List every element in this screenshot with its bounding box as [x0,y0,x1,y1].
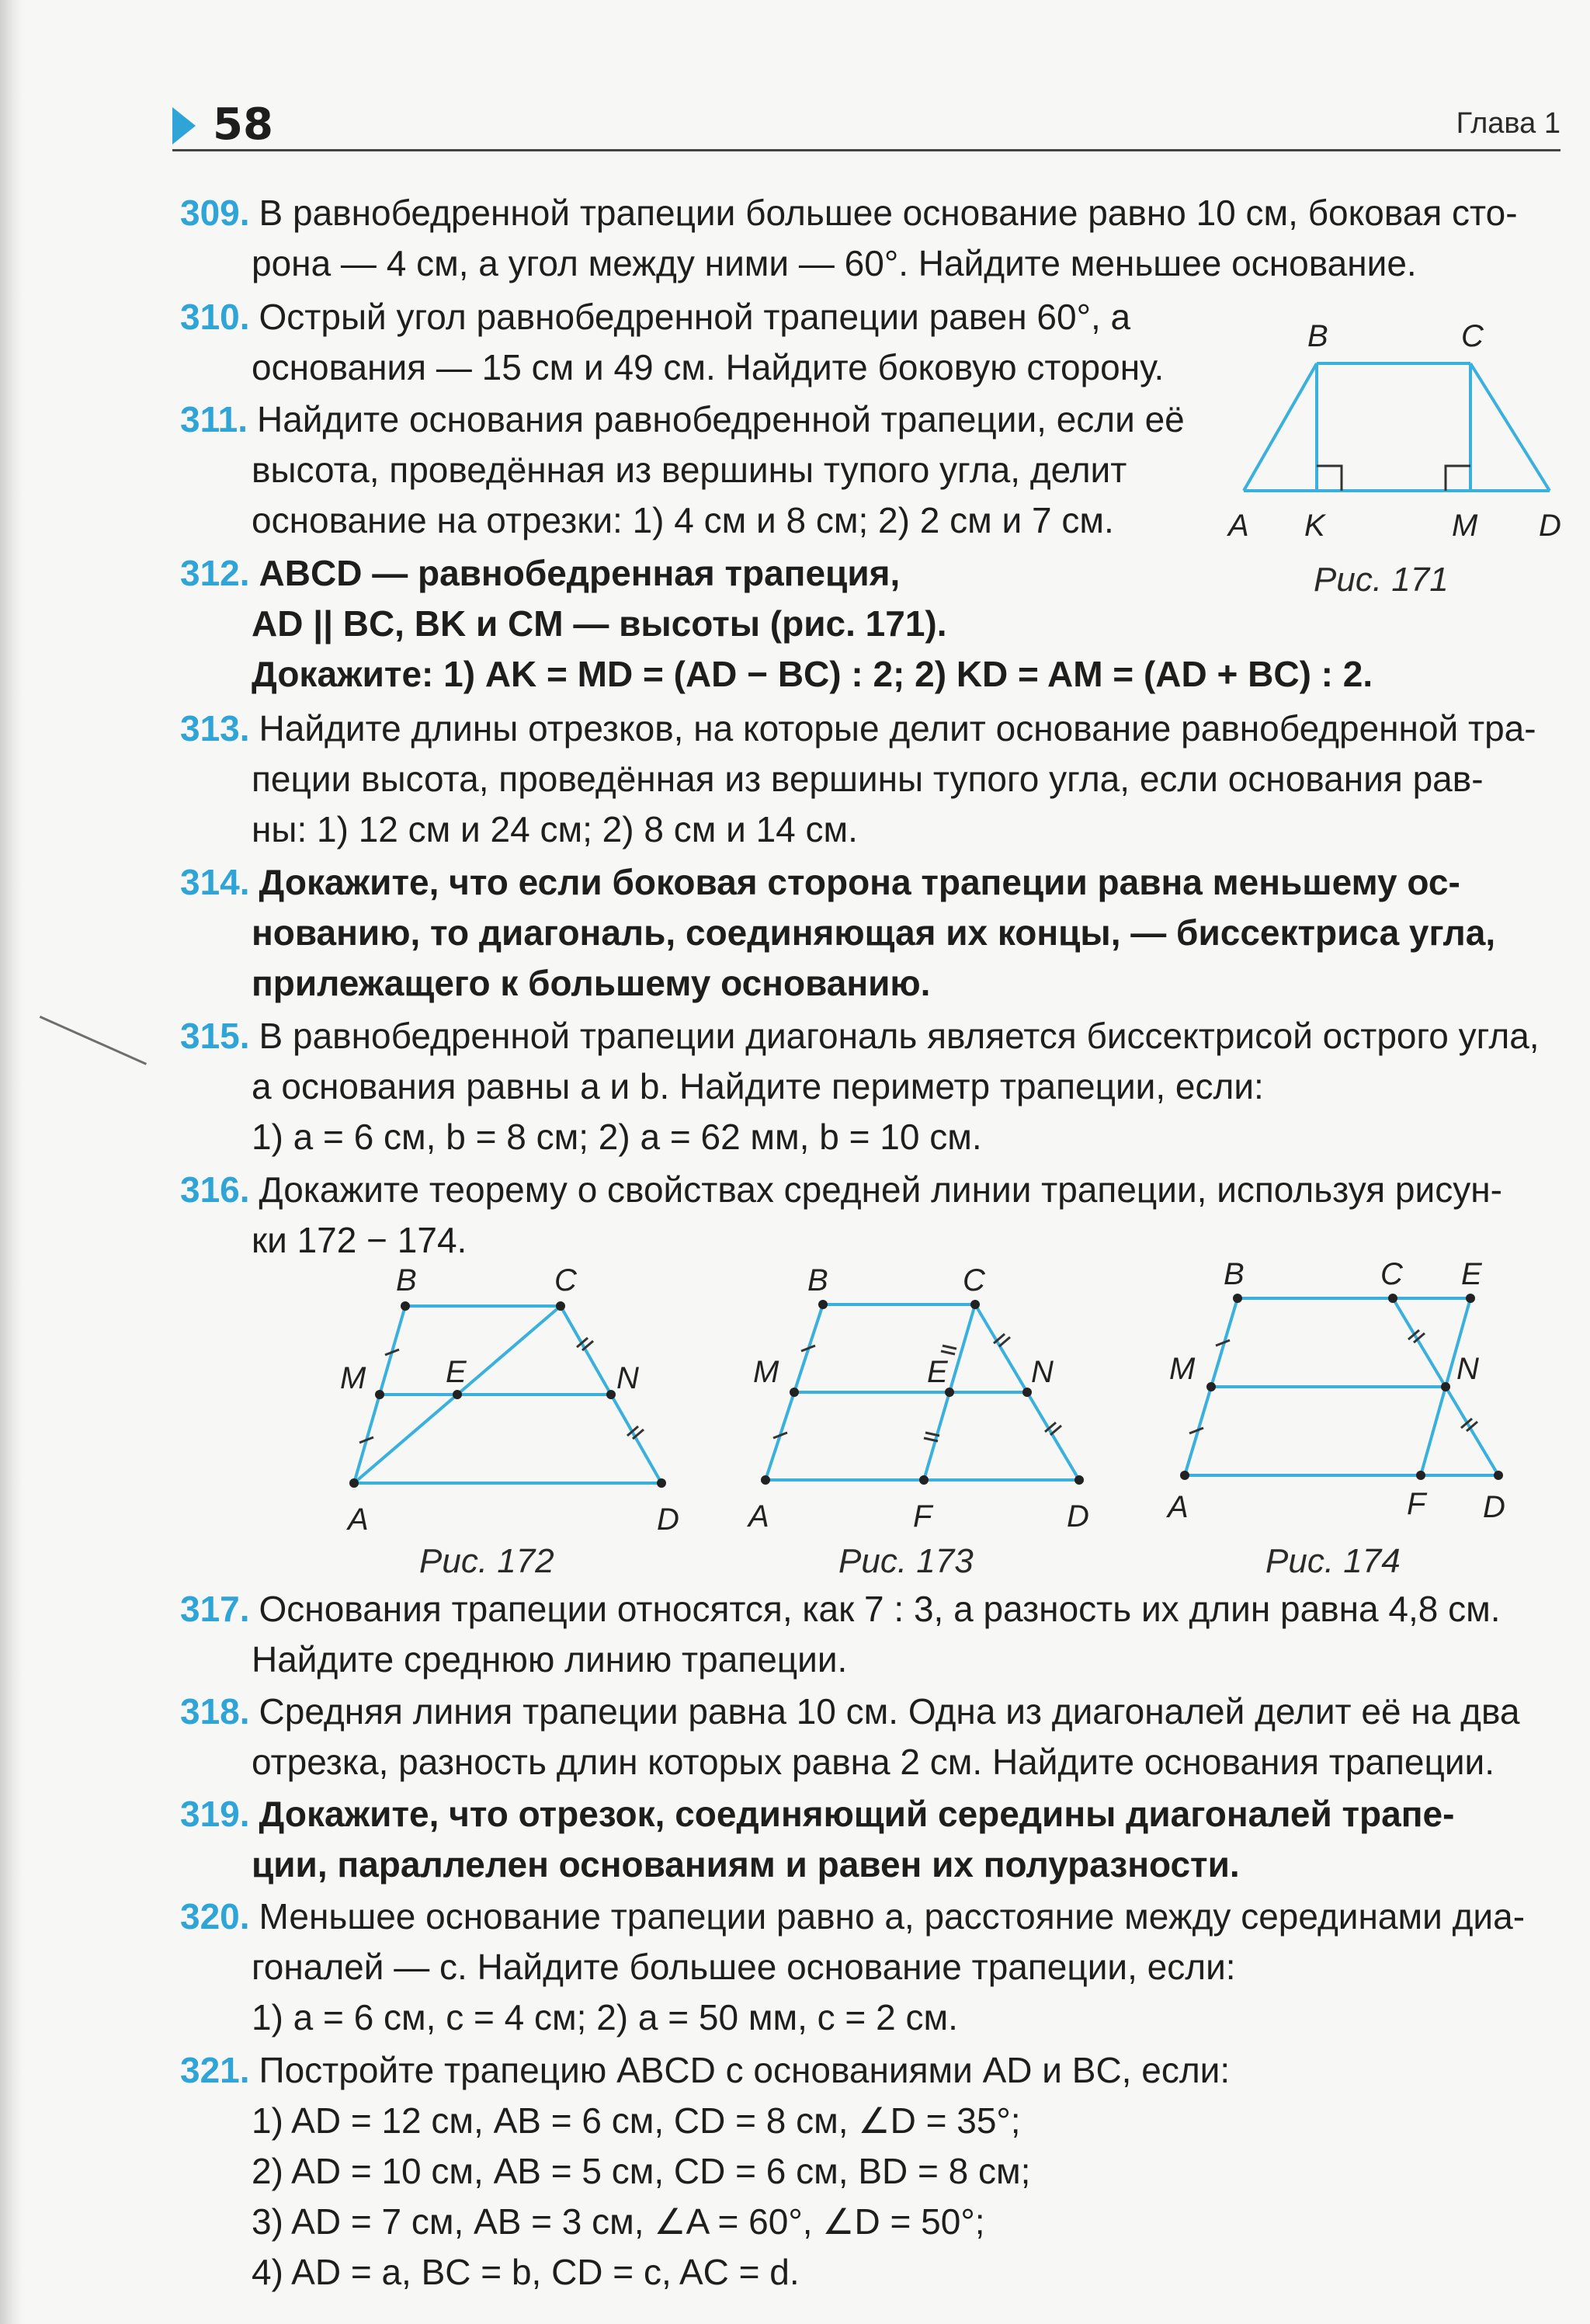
label-c: C [554,1263,577,1297]
problem-313 [180,703,1562,855]
label-f: F [913,1499,932,1534]
point-a [349,1478,359,1488]
tick-mark [941,1351,955,1354]
problem-text-line: рона — 4 см, а угол между ними — 60°. Найдите меньшее основание. [252,243,1417,283]
label-d: D [657,1502,679,1537]
problem-text-line: ции, параллелен основаниям и равен их полуразности. [252,1844,1240,1885]
chapter-title: Глава 1 [1456,107,1560,140]
point-n [606,1390,616,1399]
point-a [761,1475,770,1485]
problem-text-line: Докажите, что если боковая сторона трапеции равна меньшему ос- [259,862,1460,902]
figure-174 [1161,1250,1534,1537]
problem-number: 311. [180,399,248,439]
figure-172-caption: Рис. 172 [419,1542,554,1580]
problem-text-line: Основания трапеции относятся, как 7 : 3, а разность их длин равна 4,8 см. [259,1589,1501,1629]
label-a: A [1168,1490,1189,1524]
label-d: D [1539,509,1561,543]
side-ab [1244,363,1317,491]
right-angle-m [1446,466,1470,491]
problem-number: 315. [180,1016,250,1056]
label-n: N [1031,1355,1054,1389]
point-m [1206,1382,1216,1391]
problem-text-line: 1) AD = 12 см, AB = 6 см, CD = 8 см, ∠D = 35°; [252,2100,1021,2141]
point-d [1074,1475,1084,1485]
problem-text-line: 1) a = 6 см, b = 8 см; 2) a = 62 мм, b = 10 см. [252,1117,982,1157]
problem-text-line: нованию, то диагональ, соединяющая их концы, — биссектриса угла, [252,912,1496,953]
problem-text-line: ны: 1) 12 см и 24 см; 2) 8 см и 14 см. [252,809,858,849]
point-n [1441,1382,1450,1391]
problem-text-line: Найдите среднюю линию трапеции. [252,1639,848,1680]
problem-text-line: 4) AD = a, BC = b, CD = c, AC = d. [252,2252,800,2292]
label-m: M [340,1361,366,1395]
point-a [1180,1471,1189,1480]
problem-number: 318. [180,1691,250,1732]
problem-text-line: 2) AD = 10 см, AB = 5 см, CD = 6 см, BD = 8 см; [252,2151,1031,2191]
figure-174-caption: Рис. 174 [1265,1542,1401,1580]
label-a: A [748,1499,769,1534]
label-e: E [1461,1257,1482,1291]
problem-318 [180,1687,1562,1787]
problem-text-line: прилежащего к большему основанию. [252,963,931,1003]
problem-text-line: гоналей — c. Найдите большее основание трапеции, если: [252,1947,1236,1987]
point-m [375,1390,384,1399]
problem-number: 317. [180,1589,250,1629]
problem-321 [180,2045,1562,2298]
problem-text-line: Найдите основания равнобедренной трапеции, если её [257,399,1185,439]
problem-320 [180,1892,1562,2043]
problem-text-line: Докажите теорему о свойствах средней линии трапеции, используя рисун- [259,1169,1502,1210]
label-a: A [348,1502,369,1537]
problem-text-line: ки 172 − 174. [252,1220,467,1260]
point-c [970,1300,980,1309]
label-e: E [927,1355,948,1389]
label-c: C [1380,1257,1403,1291]
label-a: A [1228,509,1249,543]
label-b: B [396,1263,417,1297]
label-d: D [1483,1490,1505,1524]
label-n: N [616,1361,639,1395]
problem-311 [180,394,1189,546]
problem-number: 316. [180,1169,250,1210]
problem-text-line: высота, проведённая из вершины тупого угла, делит [252,450,1127,490]
problem-number: 319. [180,1794,250,1834]
point-b [401,1301,410,1311]
label-b: B [1307,319,1328,353]
problem-text-line: AD || BC, BK и CM — высоты (рис. 171). [252,603,947,644]
problem-text-line: Найдите длины отрезков, на которые делит основание равнобедренной тра- [259,708,1536,749]
problem-text-line: ABCD — равнобедренная трапеция, [259,553,901,593]
page-number: 58 [213,99,273,150]
figure-172 [326,1258,699,1537]
label-f: F [1407,1487,1426,1521]
problem-text-line: В равнобедренной трапеции диагональ является биссектрисой острого угла, [259,1016,1540,1056]
problem-text-line: основание на отрезки: 1) 4 см и 8 см; 2) 2 см и 7 см. [252,500,1114,540]
page-header [172,95,1560,151]
problem-number: 321. [180,2050,250,2090]
point-c [556,1301,565,1311]
problem-number: 320. [180,1896,250,1937]
problem-text-line: основания — 15 см и 49 см. Найдите боковую сторону. [252,347,1165,387]
point-e [1466,1294,1475,1303]
point-d [657,1478,666,1488]
right-angle-k [1317,466,1342,491]
problem-text-line: Постройте трапецию ABCD с основаниями AD и BC, если: [259,2050,1231,2090]
point-f [919,1475,929,1485]
problem-309 [180,188,1562,289]
figure-173-caption: Рис. 173 [838,1542,974,1580]
problem-text-line: Докажите: 1) AK = MD = (AD − BC) : 2; 2) KD = AM = (AD + BC) : 2. [252,654,1373,694]
problem-text-line: отрезка, разность длин которых равна 2 см. Найдите основания трапеции. [252,1742,1495,1782]
point-b [1233,1294,1242,1303]
point-e [453,1390,462,1399]
problem-number: 313. [180,708,250,749]
tick-mark [943,1346,956,1349]
problem-319 [180,1789,1562,1890]
problem-number: 309. [180,193,250,233]
problem-text-line: а основания равны a и b. Найдите периметр трапеции, если: [252,1066,1264,1106]
label-b: B [807,1263,828,1297]
point-d [1494,1471,1503,1480]
figure-173 [738,1258,1110,1537]
figure-171 [1219,311,1584,551]
label-b: B [1224,1257,1245,1291]
label-n: N [1456,1352,1479,1386]
problem-text-line: 1) a = 6 см, c = 4 см; 2) a = 50 мм, c = 2 см. [252,1997,958,2037]
side-cd [1470,363,1550,491]
problem-number: 314. [180,862,250,902]
problem-312 [180,548,1562,700]
problem-315 [180,1011,1562,1162]
problem-text-line: 3) AD = 7 см, AB = 3 см, ∠A = 60°, ∠D = 50°; [252,2201,985,2242]
problem-text-line: Меньшее основание трапеции равно a, расстояние между серединами диа- [259,1896,1526,1937]
book-spine-shadow [0,0,23,2324]
problem-text-line: Средняя линия трапеции равна 10 см. Одна из диагоналей делит её на два [259,1691,1520,1732]
label-k: K [1304,509,1325,543]
label-d: D [1067,1499,1089,1534]
problem-text-line: Докажите, что отрезок, соединяющий середины диагоналей трапе- [259,1794,1455,1834]
label-m: M [1452,509,1478,543]
problem-text-line: Острый угол равнобедренной трапеции равен 60°, а [259,297,1131,337]
pencil-mark [40,1016,147,1065]
point-b [818,1300,828,1309]
label-m: M [1169,1352,1196,1386]
point-f [1416,1471,1425,1480]
problem-314 [180,857,1562,1009]
label-e: E [446,1355,467,1389]
point-c [1388,1294,1397,1303]
problem-text-line: пеции высота, проведённая из вершины тупого угла, если основания рав- [252,759,1484,799]
problem-number: 312. [180,553,250,593]
problem-text-line: В равнобедренной трапеции большее основание равно 10 см, боковая сто- [259,193,1518,233]
triangle-marker-icon [172,107,196,144]
label-m: M [753,1355,779,1389]
problem-310 [180,292,1189,393]
problem-number: 310. [180,297,250,337]
label-c: C [1461,319,1484,353]
label-c: C [963,1263,985,1297]
problem-317 [180,1584,1562,1685]
figure-171-caption: Рис. 171 [1314,561,1449,599]
point-m [790,1388,799,1397]
